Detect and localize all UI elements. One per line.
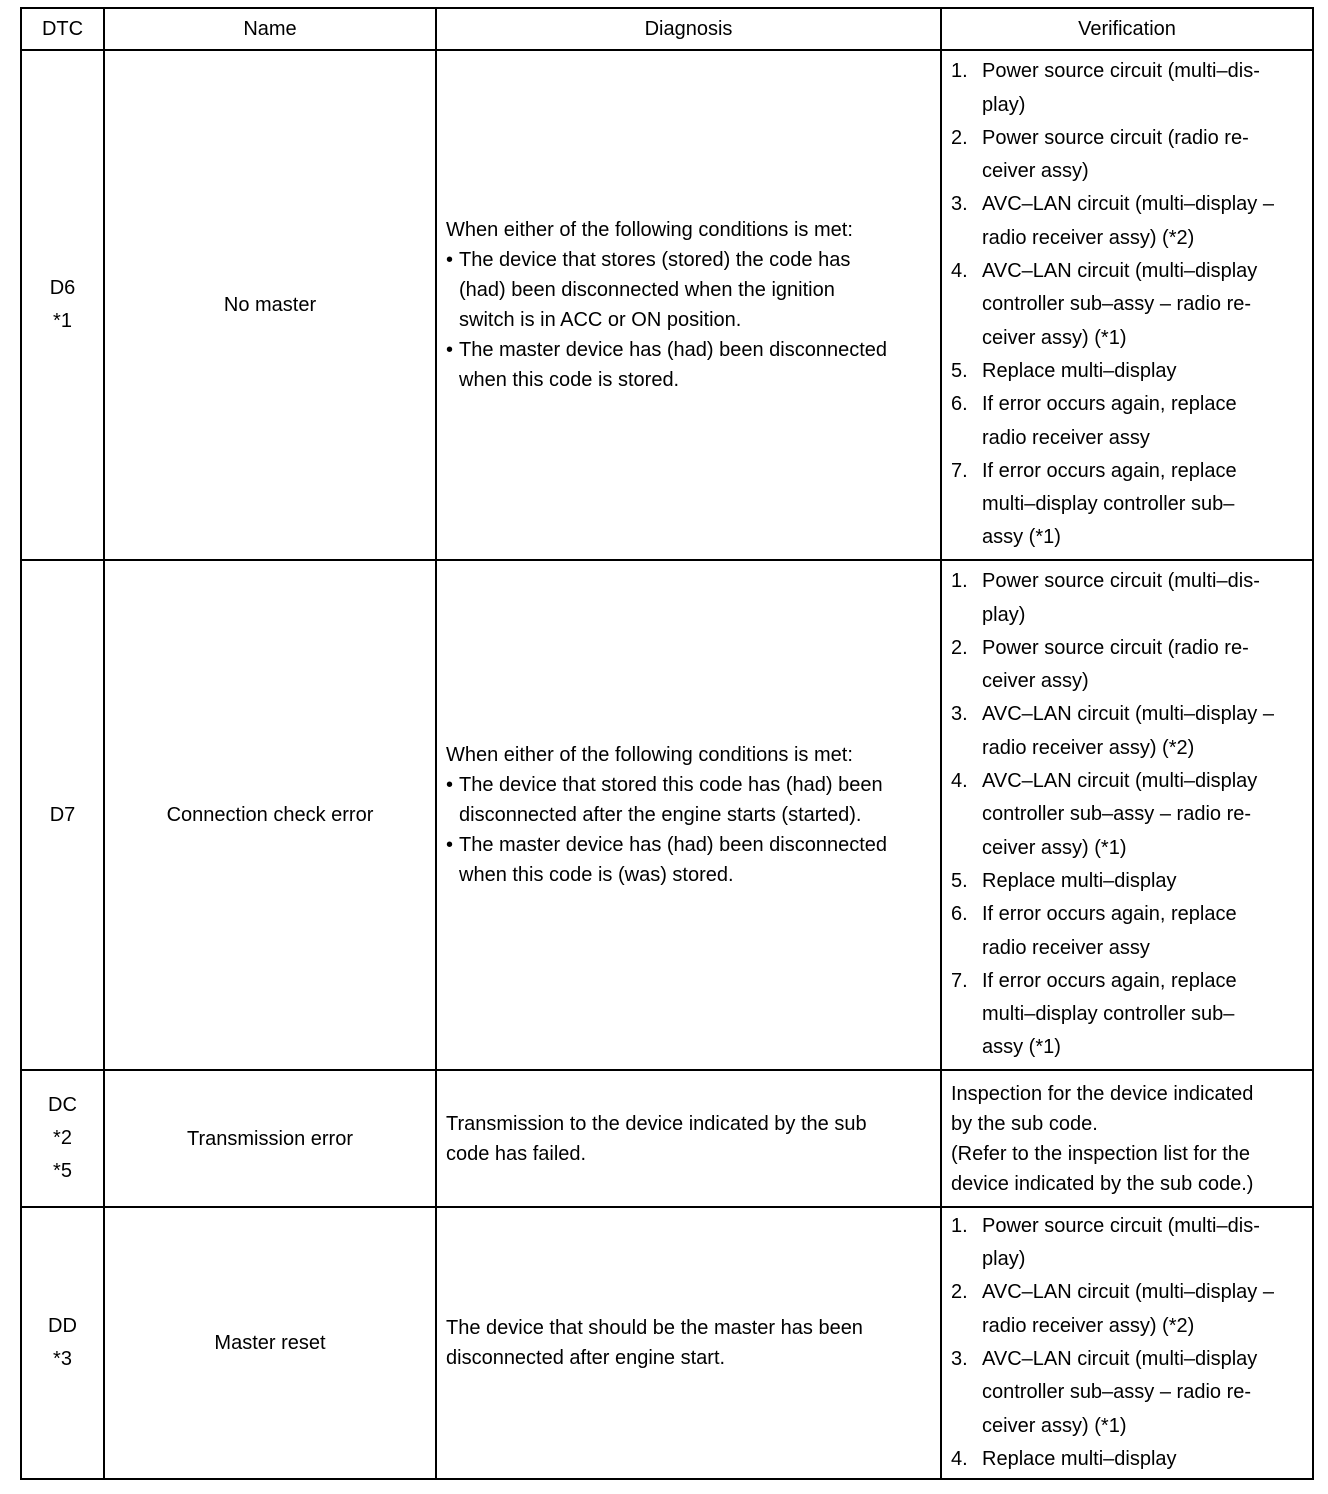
item-line: ceiver assy)	[982, 670, 1089, 693]
item-line: play)	[982, 1248, 1026, 1271]
item-line: assy (*1)	[982, 1036, 1061, 1059]
dtc-code: *3	[53, 1348, 72, 1370]
item-line: Power source circuit (radio re-	[982, 126, 1249, 149]
item-number: 2.	[951, 1281, 968, 1304]
verification-item	[951, 698, 1304, 765]
verification-item	[951, 1343, 1304, 1443]
item-line: Power source circuit (radio re-	[982, 636, 1249, 659]
item-line: AVC–LAN circuit (multi–display	[982, 770, 1258, 793]
diagnosis-intro: When either of the following conditions is met:	[446, 219, 853, 241]
table-body	[21, 50, 1313, 1479]
diagnosis-cell	[436, 50, 941, 560]
item-line: controller sub–assy – radio re-	[982, 803, 1252, 826]
item-line: radio receiver assy	[982, 426, 1150, 449]
table-row	[21, 1070, 1313, 1207]
dtc-code: *2	[53, 1127, 72, 1149]
diagnosis-line: code has failed.	[446, 1142, 587, 1165]
verification-line: device indicated by the sub code.)	[951, 1172, 1254, 1195]
item-line: ceiver assy) (*1)	[982, 326, 1127, 349]
header-dtc: DTC	[21, 8, 104, 50]
bullet-line: disconnected after the engine starts (started).	[459, 804, 862, 826]
verification-item	[951, 865, 1304, 898]
table-row	[21, 50, 1313, 560]
table-row	[21, 560, 1313, 1070]
item-line: ceiver assy)	[982, 160, 1089, 183]
name-cell: Transmission error	[104, 1070, 436, 1207]
diagnosis-bullet	[446, 335, 932, 395]
dtc-code: DC	[48, 1094, 77, 1116]
table-row	[21, 1207, 1313, 1479]
bullet-icon: •	[446, 249, 454, 271]
bullet-line: when this code is stored.	[459, 369, 680, 391]
diagnosis-intro: When either of the following conditions is met:	[446, 744, 853, 766]
verification-item	[951, 632, 1304, 699]
item-line: Power source circuit (multi–dis-	[982, 570, 1260, 593]
verification-item	[951, 122, 1304, 189]
item-line: If error occurs again, replace	[982, 459, 1237, 482]
verification-item	[951, 355, 1304, 388]
verification-item	[951, 255, 1304, 355]
diagnosis-bullet	[446, 245, 932, 335]
verification-item	[951, 565, 1304, 632]
item-line: ceiver assy) (*1)	[982, 1414, 1127, 1437]
item-number: 7.	[951, 459, 968, 482]
diagnosis-cell	[436, 1207, 941, 1479]
verification-list	[951, 565, 1304, 1064]
verification-item	[951, 1443, 1304, 1476]
header-verification: Verification	[941, 8, 1313, 50]
dtc-code: D6	[49, 277, 76, 299]
item-number: 1.	[951, 1214, 968, 1237]
bullet-line: (had) been disconnected when the ignition	[459, 279, 835, 301]
dtc-cell	[21, 560, 104, 1070]
item-number: 4.	[951, 260, 968, 283]
verification-list	[951, 1210, 1304, 1476]
diagnosis-line: Transmission to the device indicated by the sub	[446, 1112, 867, 1135]
dtc-code: DD	[48, 1315, 77, 1337]
verification-line: (Refer to the inspection list for the	[951, 1142, 1251, 1165]
bullet-icon: •	[446, 834, 454, 856]
item-line: radio receiver assy) (*2)	[982, 1314, 1195, 1337]
verification-cell	[941, 1207, 1313, 1479]
item-line: ceiver assy) (*1)	[982, 836, 1127, 859]
name-cell: Connection check error	[104, 560, 436, 1070]
item-line: If error occurs again, replace	[982, 393, 1237, 416]
item-number: 5.	[951, 869, 968, 892]
item-number: 4.	[951, 1447, 968, 1470]
bullet-icon: •	[446, 774, 454, 796]
item-line: radio receiver assy	[982, 936, 1150, 959]
header-diagnosis: Diagnosis	[436, 8, 941, 50]
bullet-line: switch is in ACC or ON position.	[459, 309, 742, 331]
item-line: assy (*1)	[982, 526, 1061, 549]
item-number: 3.	[951, 193, 968, 216]
item-number: 5.	[951, 359, 968, 382]
item-line: AVC–LAN circuit (multi–display –	[982, 1281, 1274, 1304]
bullet-line: The master device has (had) been disconnected	[459, 339, 888, 361]
verification-line: Inspection for the device indicated	[951, 1082, 1254, 1105]
item-line: If error occurs again, replace	[982, 969, 1237, 992]
item-line: Replace multi–display	[982, 359, 1177, 382]
item-number: 4.	[951, 770, 968, 793]
dtc-table	[20, 7, 1314, 1480]
item-line: multi–display controller sub–	[982, 1003, 1235, 1026]
bullet-line: The device that stored this code has (had) been	[459, 774, 883, 796]
name-cell: Master reset	[104, 1207, 436, 1479]
item-number: 1.	[951, 60, 968, 83]
item-line: AVC–LAN circuit (multi–display –	[982, 703, 1274, 726]
verification-item	[951, 388, 1304, 455]
item-line: radio receiver assy) (*2)	[982, 736, 1195, 759]
item-number: 6.	[951, 393, 968, 416]
verification-list	[951, 55, 1304, 554]
item-line: radio receiver assy) (*2)	[982, 226, 1195, 249]
item-line: play)	[982, 603, 1026, 626]
verification-item	[951, 1276, 1304, 1343]
item-line: Power source circuit (multi–dis-	[982, 1214, 1260, 1237]
verification-cell	[941, 560, 1313, 1070]
verification-cell	[941, 50, 1313, 560]
item-number: 1.	[951, 570, 968, 593]
header-row	[21, 8, 1313, 50]
diagnosis-bullet	[446, 770, 932, 830]
verification-line: by the sub code.	[951, 1112, 1098, 1135]
item-number: 6.	[951, 903, 968, 926]
diagnosis-line: The device that should be the master has been	[446, 1317, 863, 1339]
item-line: play)	[982, 93, 1026, 116]
item-line: controller sub–assy – radio re-	[982, 293, 1252, 316]
dtc-code: *1	[53, 310, 72, 332]
item-line: AVC–LAN circuit (multi–display –	[982, 193, 1274, 216]
verification-item	[951, 455, 1304, 555]
dtc-cell	[21, 1207, 104, 1479]
bullet-line: The device that stores (stored) the code has	[459, 249, 851, 271]
bullet-line: The master device has (had) been disconnected	[459, 834, 888, 856]
item-line: Replace multi–display	[982, 1447, 1177, 1470]
verification-item	[951, 765, 1304, 865]
item-line: controller sub–assy – radio re-	[982, 1381, 1252, 1404]
item-number: 3.	[951, 1348, 968, 1370]
dtc-code: D7	[49, 803, 76, 826]
item-number: 7.	[951, 969, 968, 992]
diagnosis-cell	[436, 560, 941, 1070]
name-cell: No master	[104, 50, 436, 560]
dtc-cell	[21, 1070, 104, 1207]
verification-cell	[941, 1070, 1313, 1207]
dtc-cell	[21, 50, 104, 560]
header-name: Name	[104, 8, 436, 50]
item-line: If error occurs again, replace	[982, 903, 1237, 926]
item-number: 3.	[951, 703, 968, 726]
diagnosis-line: disconnected after engine start.	[446, 1347, 726, 1369]
item-line: multi–display controller sub–	[982, 493, 1235, 516]
verification-item	[951, 965, 1304, 1065]
item-line: Power source circuit (multi–dis-	[982, 60, 1260, 83]
item-line: AVC–LAN circuit (multi–display	[982, 1348, 1258, 1370]
diagnosis-bullet	[446, 830, 932, 890]
item-line: Replace multi–display	[982, 869, 1177, 892]
verification-item	[951, 898, 1304, 965]
verification-item	[951, 188, 1304, 255]
verification-item	[951, 55, 1304, 122]
item-number: 2.	[951, 126, 968, 149]
item-number: 2.	[951, 636, 968, 659]
bullet-icon: •	[446, 339, 454, 361]
item-line: AVC–LAN circuit (multi–display	[982, 260, 1258, 283]
bullet-line: when this code is (was) stored.	[459, 864, 734, 886]
diagnosis-cell	[436, 1070, 941, 1207]
dtc-code: *5	[53, 1160, 72, 1182]
verification-item	[951, 1210, 1304, 1277]
